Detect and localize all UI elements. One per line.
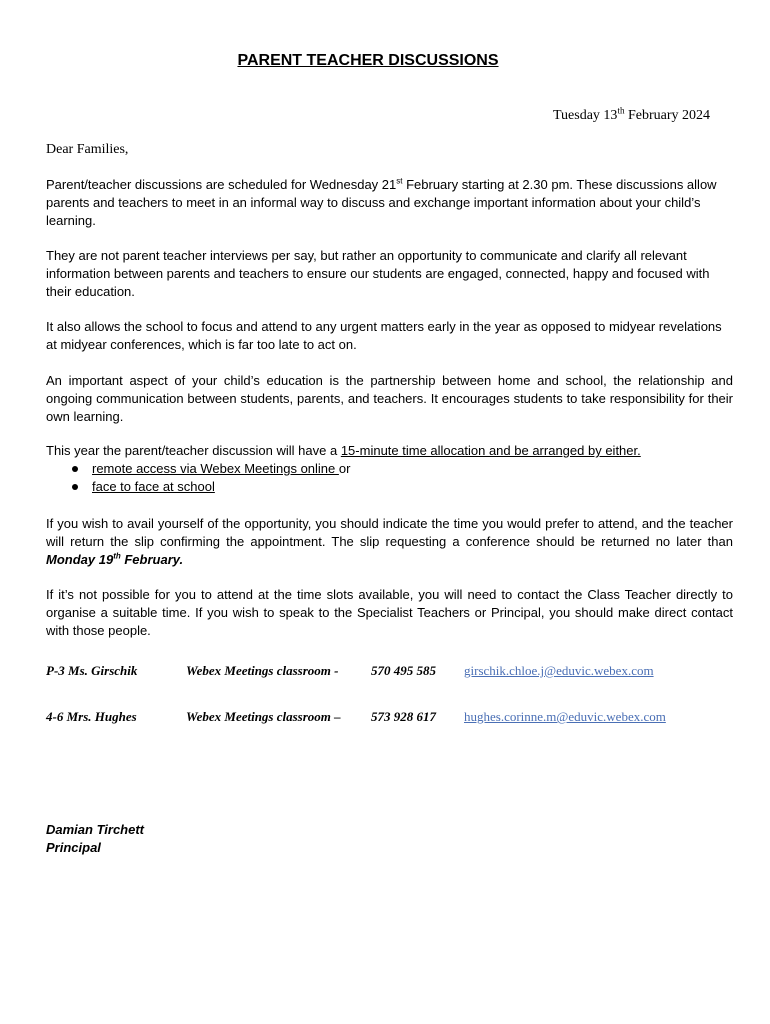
paragraph-urgent-matters: It also allows the school to focus and attend to any urgent matters early in the year as opposed to midyear revelations at midyear conferences, which is far too late to act on. (46, 319, 722, 352)
greeting: Dear Families, (46, 142, 129, 157)
signature-role: Principal (46, 840, 101, 855)
contact-class: P-3 Ms. Girschik (46, 663, 138, 678)
contact-number: 570 495 585 (371, 663, 436, 678)
paragraph-slip (46, 515, 733, 569)
contact-row (46, 663, 746, 681)
option-label: face to face at school (92, 479, 215, 494)
list-item (70, 460, 350, 478)
p6-deadline-sup: th (113, 551, 121, 561)
signature-name: Damian Tirchett (46, 822, 145, 837)
p6-part-a: If you wish to avail yourself of the opportunity, you should indicate the time you would prefer to attend, and the teacher will return the slip confirming the appointment. The slip requesting a conference should be returned no later than (46, 516, 733, 549)
contact-row (46, 709, 746, 727)
contact-email-link[interactable]: hughes.corinne.m@eduvic.webex.com (464, 709, 666, 724)
paragraph-allocation (46, 442, 733, 460)
paragraph-schedule (46, 176, 733, 230)
date-suffix: February 2024 (624, 108, 710, 123)
date-prefix: Tuesday 13 (553, 108, 618, 123)
page-title: PARENT TEACHER DISCUSSIONS (237, 52, 499, 69)
bullet-icon (72, 484, 78, 490)
contact-room: Webex Meetings classroom – (186, 709, 341, 724)
contact-number: 573 928 617 (371, 709, 436, 724)
p1-part-b: February starting at 2.30 pm. These discussions allow parents and teachers to meet in an informal way to discuss and exchange important information about your child’s learning. (46, 177, 717, 228)
p1-part-a: Parent/teacher discussions are scheduled for Wednesday 21 (46, 177, 397, 192)
paragraph-contact: If it’s not possible for you to attend at the time slots available, you will need to contact the Class Teacher directly to organise a suitable time. If you wish to speak to the Specialist Teachers or Principal, you should make direct contact with those people. (46, 587, 733, 638)
p6-deadline-a: Monday 19 (46, 552, 114, 567)
option-suffix: or (338, 461, 351, 476)
option-label: remote access via Webex Meetings online (92, 461, 339, 476)
letter-date (553, 105, 710, 124)
paragraph-partnership: An important aspect of your child’s education is the partnership between home and school, the relationship and ongoing communication between students, parents, and teachers. It encourages students to take responsibility for their own learning. (46, 373, 733, 424)
contact-email-link[interactable]: girschik.chloe.j@eduvic.webex.com (464, 663, 654, 678)
date-sup: th (617, 105, 625, 116)
list-item (70, 478, 350, 496)
contact-class: 4-6 Mrs. Hughes (46, 709, 137, 724)
p6-deadline-b: February. (120, 552, 184, 567)
paragraph-purpose: They are not parent teacher interviews per say, but rather an opportunity to communicate and clarify all relevant information between parents and teachers to ensure our students are engaged, connected, happy and focused with their education. (46, 248, 710, 299)
options-list (70, 460, 350, 496)
p5-part-a: This year the parent/teacher discussion will have a (46, 443, 341, 458)
p5-underlined: 15-minute time allocation and be arranged by either. (340, 443, 641, 458)
bullet-icon (72, 466, 78, 472)
p1-sup: st (396, 176, 403, 186)
contact-room: Webex Meetings classroom - (186, 663, 339, 678)
